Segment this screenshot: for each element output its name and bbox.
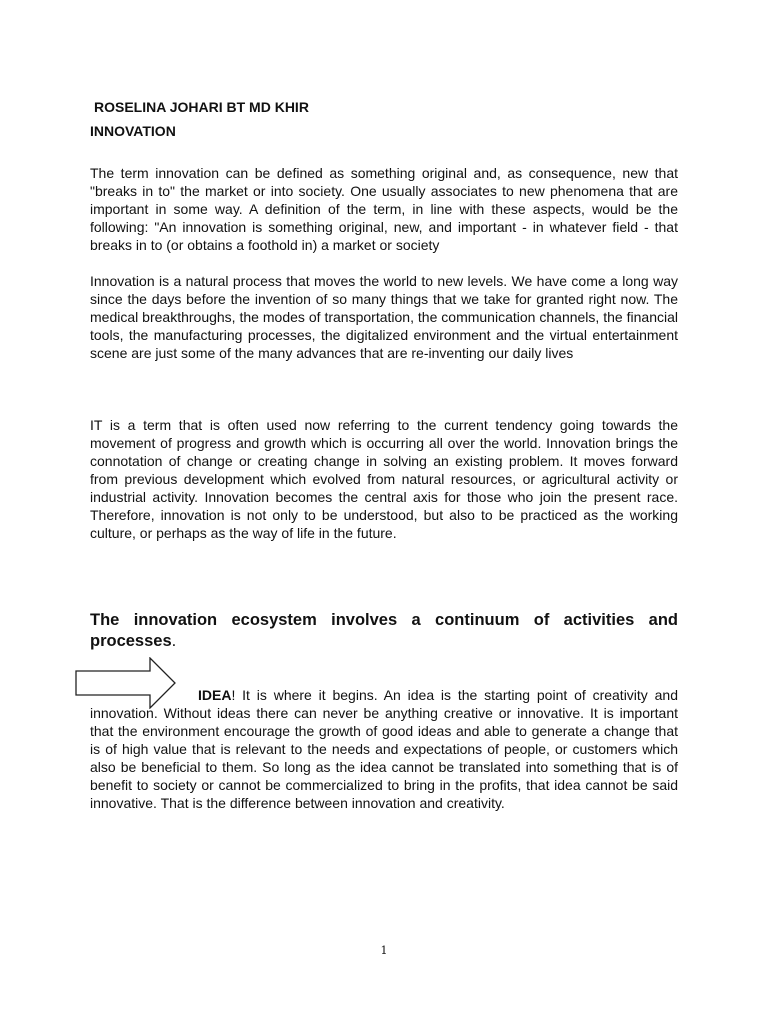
paragraph-it-term: IT is a term that is often used now referring to the current tendency going towards the movement of progress and growth which is occurring all over the world. Innovation brings the connotation of change or creating change in solving an existing problem. It moves forward from previous development which evolved from natural resources, or agricultural activity or industrial activity. Innovation becomes the central axis for those who join the present race. Therefore, innovation is not only to be understood, but also to be practiced as the working culture, or perhaps as the way of life in the future. xyxy=(90,417,678,541)
section-heading-period: . xyxy=(171,632,177,650)
idea-text: It is where it begins. An idea is the starting point of creativity and innovation. Without ideas there can never be anything creative or innovative. It is important that the environment encourage the growth of good ideas and able to generate a change that is of high value that is relevant to the needs and expectations of people, or customers which also be beneficial to them. So long as the idea cannot be translated into something that is of benefit to society or cannot be commercialized to bring in the profits, that idea cannot be said innovative. That is the difference between innovation and creativity. xyxy=(90,687,678,811)
idea-keyword-suffix: ! xyxy=(231,687,236,703)
paragraph-idea xyxy=(90,686,678,812)
document-title: INNOVATION xyxy=(90,123,176,139)
idea-keyword: IDEA xyxy=(198,687,232,703)
right-arrow-icon xyxy=(75,657,177,709)
section-heading-text: The innovation ecosystem involves a continuum of activities and processes xyxy=(90,611,678,650)
author-name: ROSELINA JOHARI BT MD KHIR xyxy=(94,99,309,115)
paragraph-natural-process: Innovation is a natural process that moves the world to new levels. We have come a long way since the days before the invention of so many things that we take for granted right now. The medical breakthroughs, the modes of transportation, the communication channels, the financial tools, the manufacturing processes, the digitalized environment and the virtual entertainment scene are just some of the many advances that are re-inventing our daily lives xyxy=(90,273,678,361)
page-number: 1 xyxy=(380,944,388,957)
section-heading xyxy=(90,610,678,652)
paragraph-definition: The term innovation can be defined as something original and, as consequence, new that "breaks in to" the market or into society. One usually associates to new phenomena that are important in some way. A definition of the term, in line with these aspects, would be the following: "An innovation is something original, new, and important - in whatever field - that breaks in to (or obtains a foothold in) a market or society xyxy=(90,165,678,253)
